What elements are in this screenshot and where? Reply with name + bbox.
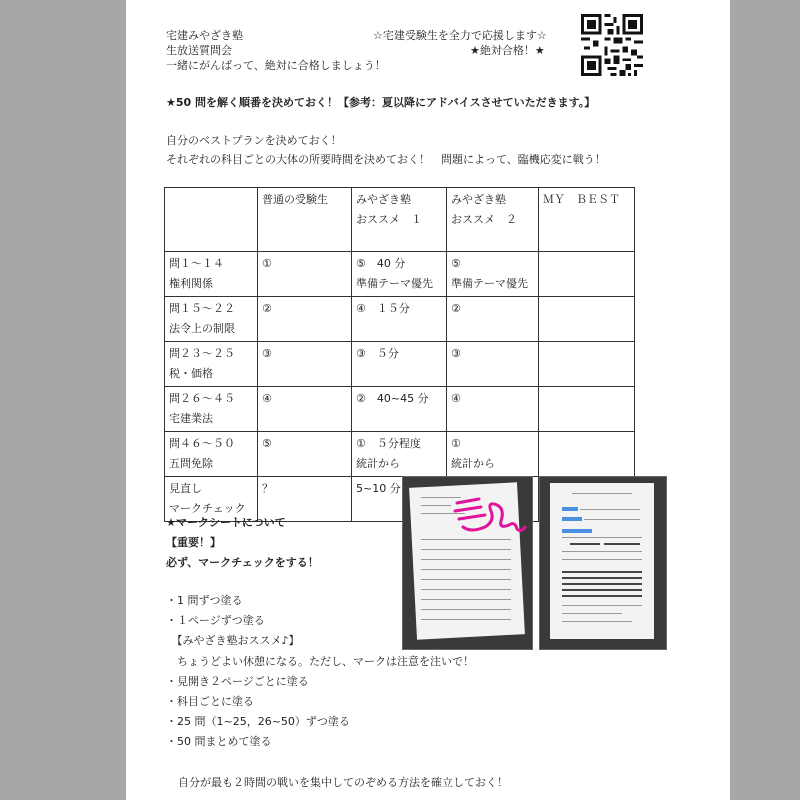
- table-cell: ＭＹ ＢＥＳＴ: [539, 188, 635, 252]
- table-cell: ④ １５分: [352, 297, 447, 342]
- table-cell: ⑤ 準備テーマ優先: [447, 252, 539, 297]
- table-cell: ① 統計から: [447, 432, 539, 477]
- table-cell: [539, 432, 635, 477]
- header-slogan: 一緒にがんばって、絶対に合格しましょう！: [166, 59, 386, 72]
- table-header-row: [165, 188, 635, 252]
- table-cell: 普通の受験生: [258, 188, 352, 252]
- table-cell: 問２３～２５ 税・価格: [165, 342, 258, 387]
- table-cell: ⑤: [258, 432, 352, 477]
- table-row: [165, 387, 635, 432]
- table-row: [165, 297, 635, 342]
- header-support-text: ☆宅建受験生を全力で応援します☆: [373, 29, 547, 42]
- must-check-text: 必ず、マークチェックをする！: [166, 556, 319, 569]
- handwritten-signature: [451, 493, 527, 539]
- photo-score-report: [539, 476, 667, 650]
- header-school-name: 宅建みやざき塾: [166, 29, 243, 42]
- table-cell: ①: [258, 252, 352, 297]
- table-cell: 問１～１４ 権利関係: [165, 252, 258, 297]
- document-page: [126, 0, 730, 800]
- table-cell: 問１５～２２ 法令上の制限: [165, 297, 258, 342]
- closing-text: 自分が最も２時間の戦いを集中してのぞめる方法を確立しておく！: [178, 776, 508, 789]
- table-cell: みやざき塾 おススメ １: [352, 188, 447, 252]
- important-label: 【重要！】: [166, 536, 221, 549]
- section-heading: ★50 問を解く順番を決めておく！【参考：夏以降にアドバイスさせていただきます。】: [166, 96, 596, 109]
- table-cell: 問２６～４５ 宅建業法: [165, 387, 258, 432]
- qr-code: [581, 14, 643, 76]
- table-cell: 5~10 分: [352, 477, 447, 522]
- intro-line-2: それぞれの科目ごとの大体の所要時間を決めておく！ 問題によって、臨機応変に戦う！: [166, 153, 606, 166]
- table-cell: ？: [258, 477, 352, 522]
- table-cell: 見直し マークチェック: [165, 477, 258, 522]
- list-item: ・１ページずつ塗る: [166, 614, 265, 627]
- list-item: 【みやざき塾おススメ♪】: [166, 634, 300, 647]
- table-cell: [539, 342, 635, 387]
- table-row: [165, 252, 635, 297]
- marksheet-title: ★マークシートについて: [166, 516, 286, 529]
- table-cell: [165, 188, 258, 252]
- table-cell: ② 40~45 分: [352, 387, 447, 432]
- table-cell: [539, 252, 635, 297]
- table-cell: ⑤ 40 分 準備テーマ優先: [352, 252, 447, 297]
- table-cell: ④: [447, 387, 539, 432]
- table-cell: [539, 297, 635, 342]
- table-cell: ③: [447, 342, 539, 387]
- table-cell: [539, 387, 635, 432]
- list-item: ・見開き２ページごとに塗る: [166, 675, 309, 688]
- table-cell: ④: [258, 387, 352, 432]
- header-pass-text: ★絶対合格！★: [470, 44, 545, 57]
- table-cell: ③ ５分: [352, 342, 447, 387]
- table-cell: みやざき塾 おススメ ２: [447, 188, 539, 252]
- list-item: ・50 問まとめて塗る: [166, 735, 272, 748]
- list-item: ちょうどよい休憩になる。ただし、マークは注意を注いで！: [166, 655, 474, 668]
- table-cell: ②: [258, 297, 352, 342]
- table-cell: 問４６～５０ 五問免除: [165, 432, 258, 477]
- list-item: ・1 問ずつ塗る: [166, 594, 243, 607]
- table-cell: ① ５分程度 統計から: [352, 432, 447, 477]
- table-row: [165, 342, 635, 387]
- table-cell: ②: [447, 297, 539, 342]
- table-row: [165, 432, 635, 477]
- list-item: ・科目ごとに塗る: [166, 695, 254, 708]
- header-event-name: 生放送質問会: [166, 44, 232, 57]
- order-table: [164, 187, 635, 522]
- table-cell: ③: [258, 342, 352, 387]
- intro-line-1: 自分のベストプランを決めておく！: [166, 134, 342, 147]
- list-item: ・25 問（1~25，26~50）ずつ塗る: [166, 715, 350, 728]
- photo-marksheet-handwritten: [402, 476, 533, 650]
